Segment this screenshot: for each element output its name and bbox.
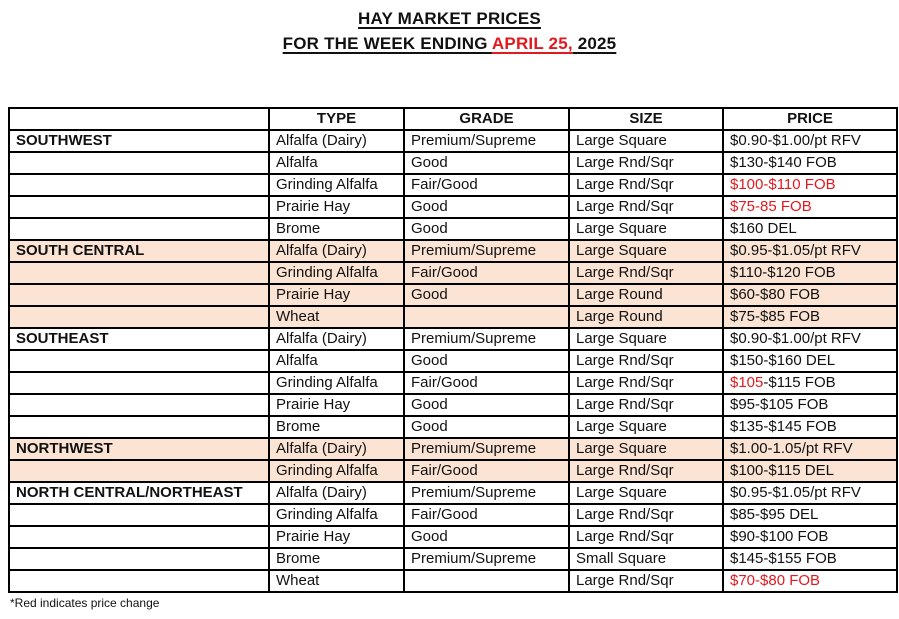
size-cell: Large Rnd/Sqr bbox=[569, 350, 723, 372]
size-cell: Large Rnd/Sqr bbox=[569, 526, 723, 548]
type-cell: Alfalfa (Dairy) bbox=[269, 328, 404, 350]
price-text: $110-$120 FOB bbox=[730, 264, 836, 281]
region-cell bbox=[9, 416, 269, 438]
type-cell: Alfalfa bbox=[269, 350, 404, 372]
type-cell: Grinding Alfalfa bbox=[269, 504, 404, 526]
hay-price-table bbox=[8, 107, 898, 593]
price-cell bbox=[723, 394, 897, 416]
type-cell: Prairie Hay bbox=[269, 284, 404, 306]
header-price: PRICE bbox=[723, 108, 897, 130]
type-cell: Alfalfa (Dairy) bbox=[269, 482, 404, 504]
size-cell: Large Rnd/Sqr bbox=[569, 372, 723, 394]
grade-cell: Premium/Supreme bbox=[404, 328, 569, 350]
grade-cell bbox=[404, 570, 569, 592]
region-cell bbox=[9, 548, 269, 570]
size-cell: Large Rnd/Sqr bbox=[569, 262, 723, 284]
title-year: 2025 bbox=[572, 34, 617, 53]
price-text: $1.00-1.05/pt RFV bbox=[730, 440, 853, 457]
price-cell bbox=[723, 328, 897, 350]
price-cell bbox=[723, 504, 897, 526]
type-cell: Alfalfa (Dairy) bbox=[269, 130, 404, 152]
grade-cell: Fair/Good bbox=[404, 460, 569, 482]
size-cell: Large Rnd/Sqr bbox=[569, 196, 723, 218]
table-row bbox=[9, 262, 897, 284]
type-cell: Wheat bbox=[269, 570, 404, 592]
table-row bbox=[9, 350, 897, 372]
grade-cell: Good bbox=[404, 526, 569, 548]
price-text: $95-$105 FOB bbox=[730, 396, 829, 413]
size-cell: Large Rnd/Sqr bbox=[569, 174, 723, 196]
price-text: $145-$155 FOB bbox=[730, 550, 837, 567]
region-cell bbox=[9, 394, 269, 416]
table-row bbox=[9, 460, 897, 482]
price-cell bbox=[723, 130, 897, 152]
price-text: $160 DEL bbox=[730, 220, 797, 237]
grade-cell: Good bbox=[404, 284, 569, 306]
size-cell: Large Square bbox=[569, 218, 723, 240]
table-row bbox=[9, 482, 897, 504]
footnote: *Red indicates price change bbox=[10, 596, 160, 610]
size-cell: Large Rnd/Sqr bbox=[569, 152, 723, 174]
size-cell: Large Square bbox=[569, 240, 723, 262]
type-cell: Grinding Alfalfa bbox=[269, 262, 404, 284]
price-text: $85-$95 DEL bbox=[730, 506, 819, 523]
type-cell: Brome bbox=[269, 548, 404, 570]
region-cell bbox=[9, 306, 269, 328]
size-cell: Large Square bbox=[569, 328, 723, 350]
grade-cell: Good bbox=[404, 152, 569, 174]
title-line-1 bbox=[0, 6, 899, 31]
title-date-red: APRIL 25, bbox=[491, 34, 573, 53]
price-changed-text: $70-$80 FOB bbox=[730, 572, 821, 589]
type-cell: Brome bbox=[269, 416, 404, 438]
price-text: $75-$85 FOB bbox=[730, 308, 821, 325]
region-cell: NORTHWEST bbox=[9, 438, 269, 460]
table-row bbox=[9, 416, 897, 438]
grade-cell: Fair/Good bbox=[404, 262, 569, 284]
type-cell: Alfalfa (Dairy) bbox=[269, 240, 404, 262]
grade-cell: Premium/Supreme bbox=[404, 438, 569, 460]
title-text: HAY MARKET PRICES bbox=[358, 9, 541, 28]
price-cell bbox=[723, 306, 897, 328]
table-row bbox=[9, 504, 897, 526]
type-cell: Grinding Alfalfa bbox=[269, 372, 404, 394]
page-title bbox=[0, 0, 899, 56]
size-cell: Small Square bbox=[569, 548, 723, 570]
table-row bbox=[9, 284, 897, 306]
price-cell bbox=[723, 482, 897, 504]
price-changed-text: $100-$110 FOB bbox=[730, 176, 836, 193]
price-text: $100-$115 DEL bbox=[730, 462, 834, 479]
region-cell bbox=[9, 460, 269, 482]
header-row bbox=[9, 108, 897, 130]
price-cell bbox=[723, 548, 897, 570]
table-row bbox=[9, 218, 897, 240]
table-body bbox=[9, 130, 897, 592]
price-text: $90-$100 FOB bbox=[730, 528, 829, 545]
table-row bbox=[9, 328, 897, 350]
header-size: SIZE bbox=[569, 108, 723, 130]
size-cell: Large Rnd/Sqr bbox=[569, 460, 723, 482]
table-row bbox=[9, 570, 897, 592]
grade-cell: Premium/Supreme bbox=[404, 482, 569, 504]
price-text: $130-$140 FOB bbox=[730, 154, 837, 171]
table-row bbox=[9, 174, 897, 196]
price-text: $60-$80 FOB bbox=[730, 286, 821, 303]
table-row bbox=[9, 240, 897, 262]
price-cell bbox=[723, 416, 897, 438]
region-cell bbox=[9, 526, 269, 548]
header-grade: GRADE bbox=[404, 108, 569, 130]
region-cell bbox=[9, 174, 269, 196]
grade-cell: Fair/Good bbox=[404, 174, 569, 196]
price-text: -$115 FOB bbox=[763, 374, 836, 391]
price-text: $0.90-$1.00/pt RFV bbox=[730, 132, 861, 149]
price-cell bbox=[723, 240, 897, 262]
price-changed-text: $105 bbox=[730, 374, 764, 391]
price-cell bbox=[723, 460, 897, 482]
type-cell: Prairie Hay bbox=[269, 394, 404, 416]
price-cell bbox=[723, 438, 897, 460]
size-cell: Large Square bbox=[569, 482, 723, 504]
price-text: $0.90-$1.00/pt RFV bbox=[730, 330, 861, 347]
region-cell: SOUTH CENTRAL bbox=[9, 240, 269, 262]
price-cell bbox=[723, 350, 897, 372]
price-cell bbox=[723, 262, 897, 284]
region-cell bbox=[9, 262, 269, 284]
table-row bbox=[9, 306, 897, 328]
region-cell: NORTH CENTRAL/NORTHEAST bbox=[9, 482, 269, 504]
type-cell: Prairie Hay bbox=[269, 196, 404, 218]
table-row bbox=[9, 526, 897, 548]
price-cell bbox=[723, 218, 897, 240]
header-type: TYPE bbox=[269, 108, 404, 130]
grade-cell: Premium/Supreme bbox=[404, 240, 569, 262]
price-cell bbox=[723, 284, 897, 306]
table-row bbox=[9, 152, 897, 174]
type-cell: Brome bbox=[269, 218, 404, 240]
grade-cell bbox=[404, 306, 569, 328]
region-cell bbox=[9, 152, 269, 174]
size-cell: Large Rnd/Sqr bbox=[569, 394, 723, 416]
table-row bbox=[9, 196, 897, 218]
size-cell: Large Square bbox=[569, 416, 723, 438]
grade-cell: Good bbox=[404, 416, 569, 438]
table-row bbox=[9, 394, 897, 416]
grade-cell: Good bbox=[404, 196, 569, 218]
type-cell: Prairie Hay bbox=[269, 526, 404, 548]
grade-cell: Good bbox=[404, 350, 569, 372]
price-cell bbox=[723, 196, 897, 218]
type-cell: Grinding Alfalfa bbox=[269, 460, 404, 482]
table-header bbox=[9, 108, 897, 130]
grade-cell: Good bbox=[404, 394, 569, 416]
header-region bbox=[9, 108, 269, 130]
price-text: $135-$145 FOB bbox=[730, 418, 837, 435]
grade-cell: Fair/Good bbox=[404, 504, 569, 526]
price-text: $0.95-$1.05/pt RFV bbox=[730, 484, 861, 501]
size-cell: Large Round bbox=[569, 306, 723, 328]
type-cell: Grinding Alfalfa bbox=[269, 174, 404, 196]
region-cell: SOUTHWEST bbox=[9, 130, 269, 152]
title-line-2 bbox=[0, 31, 899, 56]
price-cell bbox=[723, 152, 897, 174]
price-changed-text: $75-85 FOB bbox=[730, 198, 812, 215]
region-cell bbox=[9, 196, 269, 218]
region-cell bbox=[9, 372, 269, 394]
region-cell bbox=[9, 284, 269, 306]
size-cell: Large Rnd/Sqr bbox=[569, 570, 723, 592]
price-cell bbox=[723, 570, 897, 592]
region-cell bbox=[9, 350, 269, 372]
size-cell: Large Square bbox=[569, 130, 723, 152]
type-cell: Alfalfa (Dairy) bbox=[269, 438, 404, 460]
type-cell: Wheat bbox=[269, 306, 404, 328]
size-cell: Large Square bbox=[569, 438, 723, 460]
table-row bbox=[9, 130, 897, 152]
grade-cell: Premium/Supreme bbox=[404, 548, 569, 570]
grade-cell: Good bbox=[404, 218, 569, 240]
region-cell bbox=[9, 218, 269, 240]
table-row bbox=[9, 548, 897, 570]
region-cell bbox=[9, 570, 269, 592]
grade-cell: Premium/Supreme bbox=[404, 130, 569, 152]
type-cell: Alfalfa bbox=[269, 152, 404, 174]
price-text: $0.95-$1.05/pt RFV bbox=[730, 242, 861, 259]
size-cell: Large Round bbox=[569, 284, 723, 306]
price-cell bbox=[723, 174, 897, 196]
region-cell: SOUTHEAST bbox=[9, 328, 269, 350]
table-row bbox=[9, 438, 897, 460]
title-week-prefix: FOR THE WEEK ENDING bbox=[282, 34, 492, 53]
size-cell: Large Rnd/Sqr bbox=[569, 504, 723, 526]
price-cell bbox=[723, 526, 897, 548]
grade-cell: Fair/Good bbox=[404, 372, 569, 394]
price-cell bbox=[723, 372, 897, 394]
price-text: $150-$160 DEL bbox=[730, 352, 836, 369]
table-row bbox=[9, 372, 897, 394]
region-cell bbox=[9, 504, 269, 526]
